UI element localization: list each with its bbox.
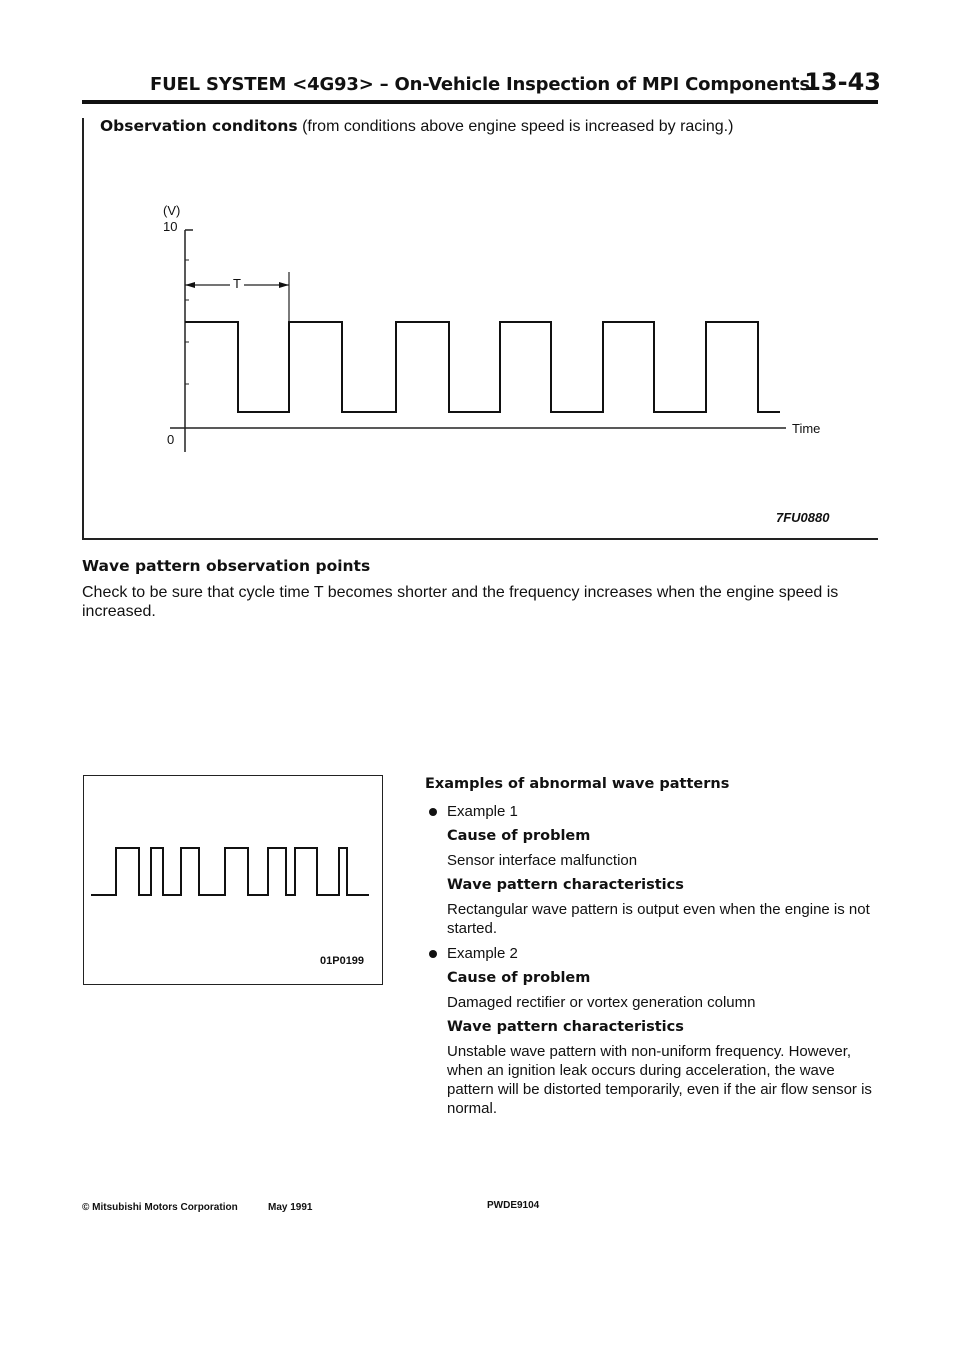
footer-code: PWDE9104 bbox=[487, 1200, 540, 1211]
period-label: T bbox=[230, 276, 244, 291]
observation-heading: Observation conditons bbox=[100, 117, 298, 135]
example-label: Example 2 bbox=[447, 945, 518, 962]
wave-points-heading: Wave pattern observation points bbox=[82, 557, 371, 575]
cause-heading: Cause of problem bbox=[447, 970, 591, 986]
x-axis-label: Time bbox=[792, 421, 821, 436]
observation-text: (from conditions above engine speed is increased by racing.) bbox=[297, 118, 734, 135]
example-details bbox=[425, 827, 885, 938]
footer-date: May 1991 bbox=[268, 1202, 313, 1213]
abnormal-waveform bbox=[83, 775, 383, 985]
figure-code: 7FU0880 bbox=[776, 510, 830, 525]
bullet-icon bbox=[429, 808, 437, 816]
characteristics-text: Unstable wave pattern with non-uniform frequency. However, when an ignition leak occurs during acceleration, the wave pattern will be distorted temporarily, even if the air flow sensor is normal. bbox=[447, 1043, 872, 1117]
cause-text: Damaged rectifier or vortex generation column bbox=[447, 994, 756, 1011]
characteristics-heading: Wave pattern characteristics bbox=[447, 877, 684, 893]
y-axis-zero-label: 0 bbox=[167, 432, 175, 447]
period-arrow-right bbox=[279, 282, 289, 288]
bullet-icon bbox=[429, 950, 437, 958]
abnormal-trace bbox=[91, 848, 369, 895]
example-label: Example 1 bbox=[447, 803, 518, 820]
page-number: 13-43 bbox=[804, 68, 881, 96]
section-title: FUEL SYSTEM <4G93> – On-Vehicle Inspection of MPI Components bbox=[150, 74, 810, 95]
characteristics-text: Rectangular wave pattern is output even when the engine is not started. bbox=[447, 901, 870, 937]
waveform-trace bbox=[185, 322, 780, 412]
figure2-code: 01P0199 bbox=[320, 955, 365, 967]
wave-points-text: Check to be sure that cycle time T becomes shorter and the frequency increases when the engine speed is increased. bbox=[82, 584, 839, 620]
y-axis-max-label: 10 bbox=[163, 219, 178, 234]
examples-section bbox=[425, 775, 885, 1124]
waveform-figure bbox=[0, 0, 960, 560]
example-item bbox=[425, 802, 885, 821]
cause-heading: Cause of problem bbox=[447, 828, 591, 844]
characteristics-heading: Wave pattern characteristics bbox=[447, 1019, 684, 1035]
examples-heading: Examples of abnormal wave patterns bbox=[425, 776, 730, 792]
y-axis-unit: (V) bbox=[163, 203, 181, 218]
example-details bbox=[425, 969, 885, 1118]
footer-copyright: © Mitsubishi Motors Corporation bbox=[82, 1202, 238, 1213]
period-arrow-left bbox=[185, 282, 195, 288]
cause-text: Sensor interface malfunction bbox=[447, 852, 638, 869]
example-item bbox=[425, 944, 885, 963]
